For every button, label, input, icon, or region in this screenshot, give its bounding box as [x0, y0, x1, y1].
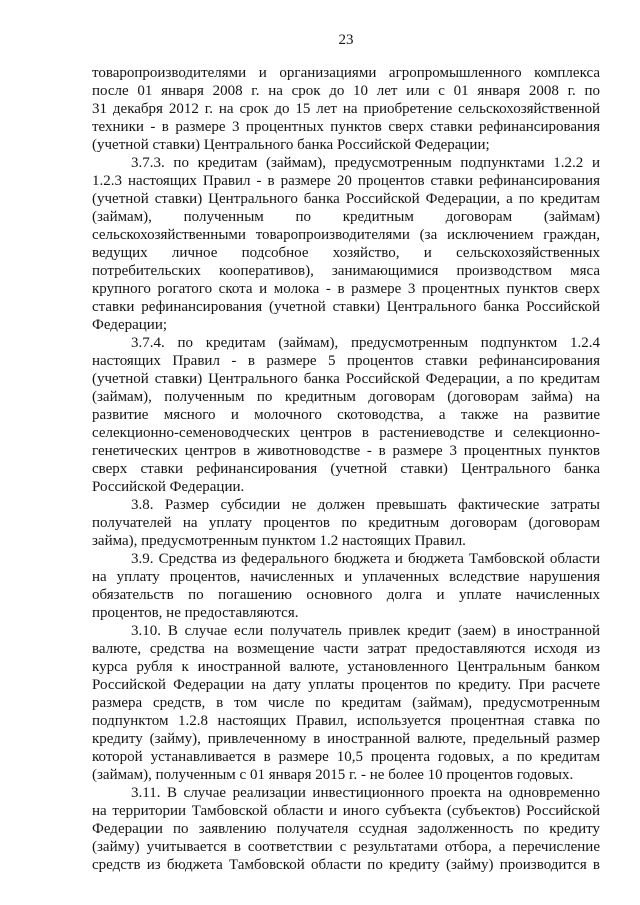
text-line: 3.11. В случае реализации инвестиционного проекта на одновременно	[131, 785, 600, 801]
text-line: (займам), полученным с 01 января 2015 г. - не более 10 процентов годовых.	[92, 767, 574, 783]
text-line: (займу) учитывается в соответствии с результатами отбора, а перечисление	[92, 839, 600, 855]
text-line: процентов, не предоставляются.	[92, 605, 299, 621]
text-line: 31 декабря 2012 г. на срок до 15 лет на приобретение сельскохозяйственной	[92, 101, 600, 117]
text-line: кредиту (займу), привлеченному в иностранной валюте, предельный размер	[92, 731, 600, 747]
text-line: товаропроизводителями и организациями агропромышленного комплекса	[92, 65, 600, 81]
text-line: после 01 января 2008 г. на срок до 10 лет или с 01 января 2008 г. по	[92, 83, 600, 99]
text-line: размера средств, в том числе по кредитам (займам), предусмотренным	[92, 695, 600, 711]
paragraph	[92, 64, 600, 154]
text-line: Федерации;	[92, 317, 168, 333]
paragraph	[92, 334, 600, 496]
paragraph	[92, 496, 600, 550]
document-body	[92, 64, 600, 874]
text-line: 3.8. Размер субсидии не должен превышать фактические затраты	[131, 497, 600, 513]
text-line: (учетной ставки) Центрального банка Российской Федерации;	[92, 137, 490, 153]
text-line: генетических центров в животноводстве - в размере 3 процентных пунктов	[92, 443, 600, 459]
text-line: потребительских кооперативов), занимающимися производством мяса	[92, 263, 600, 279]
text-line: Российской Федерации на дату уплаты процентов по кредиту. При расчете	[92, 677, 600, 693]
text-line: подпунктом 1.2.8 настоящих Правил, используется процентная ставка по	[92, 713, 600, 729]
text-line: 3.10. В случае если получатель привлек кредит (заем) в иностранной	[131, 623, 600, 639]
text-line: ведущих личное подсобное хозяйство, и сельскохозяйственных	[92, 245, 600, 261]
paragraph	[92, 550, 600, 622]
paragraph	[92, 784, 600, 874]
text-line: займа), предусмотренным пунктом 1.2 настоящих Правил.	[92, 533, 466, 549]
text-line: средств из бюджета Тамбовской области по кредиту (займу) производится в	[92, 857, 600, 873]
text-line: 3.7.4. по кредитам (займам), предусмотренным подпунктом 1.2.4	[131, 335, 600, 351]
text-line: валюте, средства на возмещение части затрат предоставляются исходя из	[92, 641, 600, 657]
text-line: получателей на уплату процентов по кредитным договорам (договорам	[92, 515, 600, 531]
text-line: Российской Федерации.	[92, 479, 245, 495]
page-number: 23	[338, 32, 354, 48]
text-line: техники - в размере 3 процентных пунктов сверх ставки рефинансирования	[92, 119, 600, 135]
text-line: которой устанавливается в размере 10,5 процента годовых, а по кредитам	[92, 749, 600, 765]
text-line: обязательств по погашению основного долга и уплате начисленных	[92, 587, 600, 603]
text-line: ставки рефинансирования (учетной ставки) Центрального банка Российской	[92, 299, 600, 315]
text-line: 3.7.3. по кредитам (займам), предусмотренным подпунктами 1.2.2 и	[131, 155, 600, 171]
text-line: 3.9. Средства из федерального бюджета и бюджета Тамбовской области	[131, 551, 600, 567]
text-line: (учетной ставки) Центрального банка Российской Федерации, а по кредитам	[92, 371, 600, 387]
text-line: крупного рогатого скота и молока - в размере 3 процентных пунктов сверх	[92, 281, 600, 297]
text-line: (займам), полученным по кредитным договорам (займам)	[92, 209, 600, 225]
text-line: на территории Тамбовской области и иного субъекта (субъектов) Российской	[92, 803, 600, 819]
paragraph	[92, 154, 600, 334]
text-line: настоящих Правил - в размере 5 процентов ставки рефинансирования	[92, 353, 600, 369]
text-line: курса рубля к иностранной валюте, установленного Центральным банком	[92, 659, 600, 675]
text-line: сверх ставки рефинансирования (учетной ставки) Центрального банка	[92, 461, 600, 477]
text-line: развитие мясного и молочного скотоводства, а также на развитие	[92, 407, 600, 423]
text-line: (учетной ставки) Центрального банка Российской Федерации, а по кредитам	[92, 191, 600, 207]
text-line: на уплату процентов, начисленных и уплаченных вследствие нарушения	[92, 569, 600, 585]
text-line: 1.2.3 настоящих Правил - в размере 20 процентов ставки рефинансирования	[92, 173, 600, 189]
text-line: селекционно-семеноводческих центров в растениеводстве и селекционно-	[92, 425, 600, 441]
paragraph	[92, 622, 600, 784]
text-line: сельскохозяйственными товаропроизводителями (за исключением граждан,	[92, 227, 600, 243]
text-line: Федерации по заявлению получателя ссудная задолженность по кредиту	[92, 821, 600, 837]
text-line: (займам), полученным по кредитным договорам (договорам займа) на	[92, 389, 600, 405]
